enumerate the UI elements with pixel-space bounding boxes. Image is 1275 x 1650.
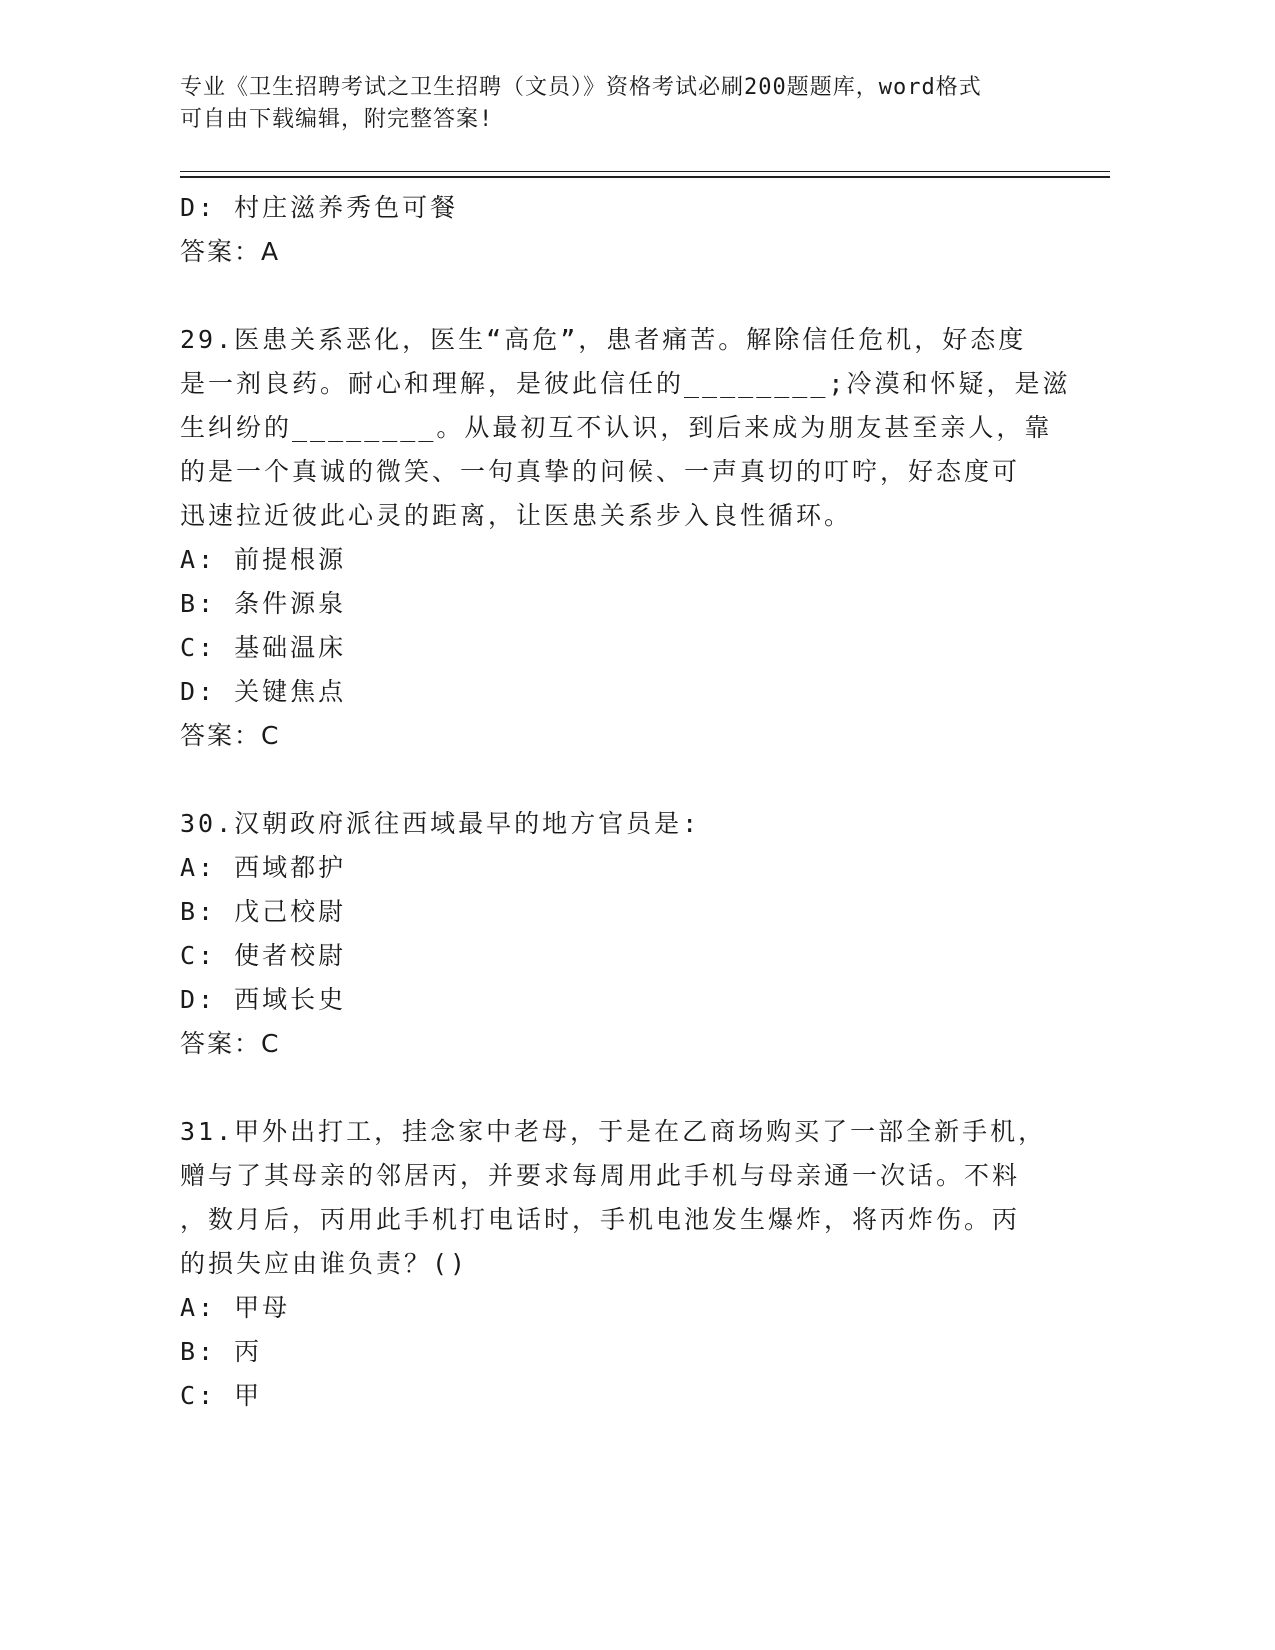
question-text-line: 生纠纷的________。从最初互不认识，到后来成为朋友甚至亲人，靠 — [180, 413, 1053, 442]
option-a: A: 西域都护 — [180, 853, 347, 882]
option-a: A: 甲母 — [180, 1293, 291, 1322]
question-text-line: 是一剂良药。耐心和理解，是彼此信任的________;冷漠和怀疑，是滋 — [180, 369, 1071, 398]
header-divider-thick — [180, 176, 1110, 178]
question-31 — [180, 1110, 1060, 1418]
question-text-line: 的是一个真诚的微笑、一句真挚的问候、一声真切的叮咛，好态度可 — [180, 457, 1021, 486]
option-c: C: 基础温床 — [180, 633, 347, 662]
question-text-line: 赠与了其母亲的邻居丙，并要求每周用此手机与母亲通一次话。不料 — [180, 1161, 1021, 1190]
option-b: B: 戊己校尉 — [180, 897, 347, 926]
spacer — [180, 274, 1060, 318]
header-title-line-1: 专业《卫生招聘考试之卫生招聘（文员）》资格考试必刷200题题库，word格式 — [180, 75, 982, 100]
option-d: D: 西域长史 — [180, 985, 347, 1014]
option-d: D: 关键焦点 — [180, 677, 347, 706]
spacer — [180, 758, 1060, 802]
question-text-line: 30.汉朝政府派往西域最早的地方官员是: — [180, 809, 701, 838]
header-divider-thin — [180, 171, 1110, 172]
question-30 — [180, 802, 1060, 1066]
option-d: D: 村庄滋养秀色可餐 — [180, 193, 459, 222]
question-text-line: 迅速拉近彼此心灵的距离，让医患关系步入良性循环。 — [180, 501, 853, 530]
question-29 — [180, 318, 1071, 758]
question-text-line: 的损失应由谁负责？() — [180, 1249, 469, 1278]
option-c: C: 使者校尉 — [180, 941, 347, 970]
page-header — [180, 72, 1060, 136]
question-text-line: ，数月后，丙用此手机打电话时，手机电池发生爆炸，将丙炸伤。丙 — [180, 1205, 1021, 1234]
option-b: B: 丙 — [180, 1337, 263, 1366]
question-text-line: 31.甲外出打工，挂念家中老母，于是在乙商场购买了一部全新手机， — [180, 1117, 1047, 1146]
option-b: B: 条件源泉 — [180, 589, 347, 618]
option-a: A: 前提根源 — [180, 545, 347, 574]
question-text-line: 29.医患关系恶化，医生“高危”，患者痛苦。解除信任危机，好态度 — [180, 325, 1027, 354]
answer-line: 答案：A — [180, 237, 281, 266]
header-title-line-2: 可自由下载编辑，附完整答案! — [180, 107, 494, 132]
answer-line: 答案：C — [180, 1029, 281, 1058]
spacer — [180, 1066, 1060, 1110]
question-content — [180, 186, 1071, 1418]
answer-line: 答案：C — [180, 721, 281, 750]
option-c: C: 甲 — [180, 1381, 263, 1410]
